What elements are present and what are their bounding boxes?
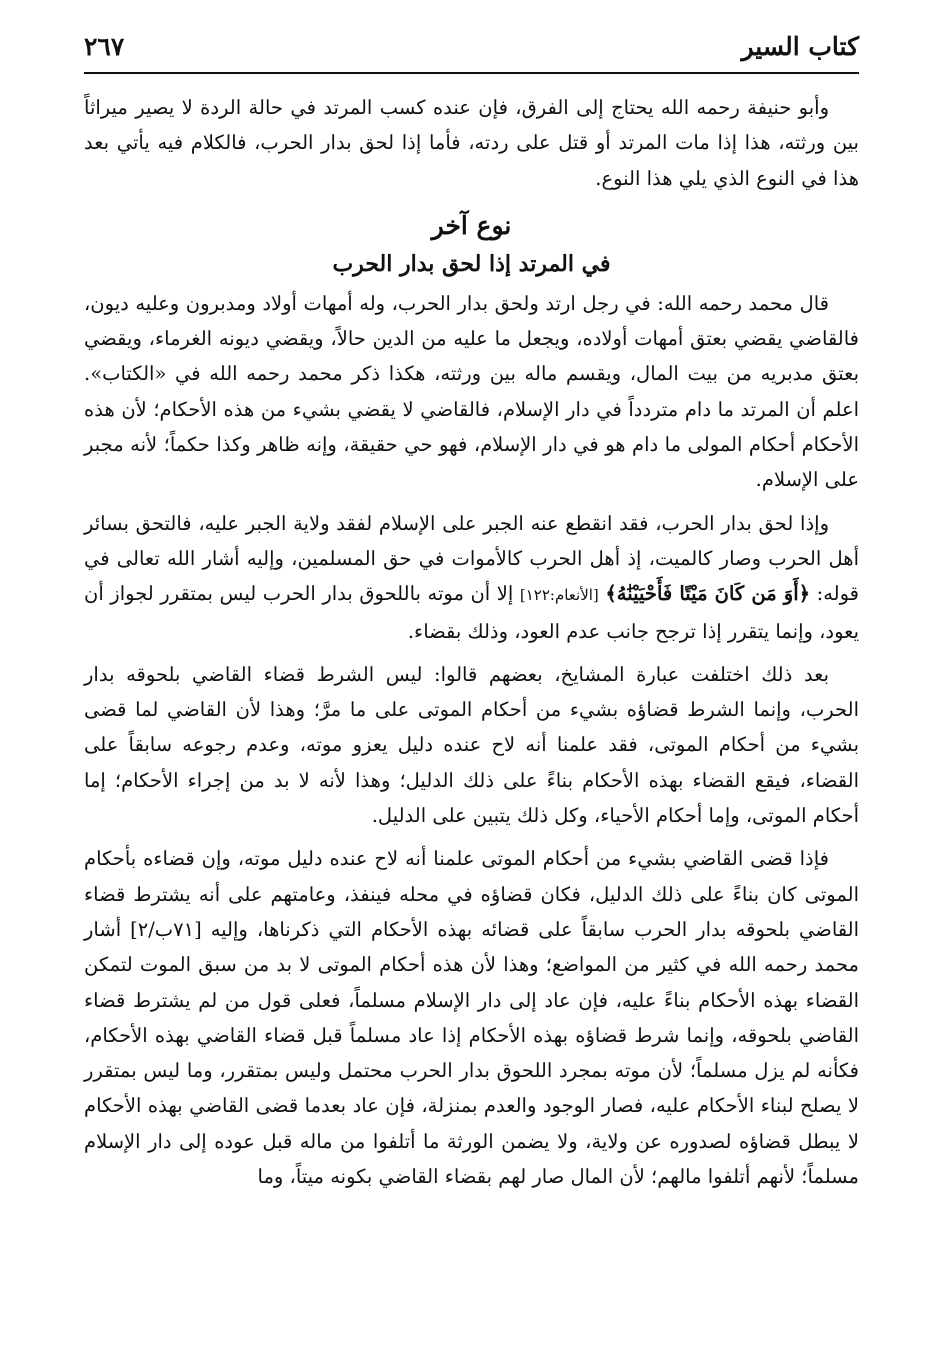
paragraph-3-text-after-quote: إلا أن موته باللحوق بدار الحرب ليس بمتقرر لجواز أن يعود، وإنما يتقرر إذا ترجح جانب عدم العود، وذلك بقضاء. [84,582,859,643]
paragraph-5: فإذا قضى القاضي بشيء من أحكام الموتى علمنا أنه لاح عنده دليل موته، وإن قضاءه بأحكام الموتى كان بناءً على ذلك الدليل، فكان قضاؤه في محله فينفذ، وعامتهم على أنه يشترط قضاء القاضي بلحوقه بدار الحرب سابقاً على قضائه بهذه الأحكام التي ذكرناها، وإليه [٧١ب/٢] أشار محمد رحمه الله في كثير من المواضع؛ وهذا لأن هذه أحكام الموتى لا بد من سبق الموت لتمكن القضاء بهذه الأحكام بناءً عليه، فإن عاد إلى دار الإسلام مسلماً، فعلى قول من لم يشترط قضاء القاضي بلحوقه، وإنما شرط قضاؤه بهذه الأحكام إذا عاد مسلماً قبل قضاء القاضي بهذه الأحكام، فكأنه لم يزل مسلماً؛ لأن موته بمجرد اللحوق بدار الحرب محتمل وليس بمتقرر، وما ليس بمتقرر لا يصلح لبناء الأحكام عليه، فصار الوجود والعدم بمنزلة، فإن عاد بعدما قضى القاضي بهذه الأحكام لا يبطل قضاؤه لصدوره عن ولاية، ولا يضمن الورثة ما أتلفوا من ماله قبل عوده إلى دار الإسلام مسلماً؛ لأنهم أتلفوا مالهم؛ لأن المال صار لهم بقضاء القاضي بكونه ميتاً، وما [84,847,859,1189]
page-number: ٢٦٧ [84,32,125,61]
paragraph-4: بعد ذلك اختلفت عبارة المشايخ، بعضهم قالوا: ليس الشرط قضاء القاضي بلحوقه بدار الحرب، وإنما الشرط قضاؤه بشيء من أحكام الموتى على ما مرَّ؛ وهذا لأن القاضي لما قضى بشيء من أحكام الموتى، فقد علمنا أنه لاح عنده دليل يعزو موته، وعدم رجوعه سابقاً على القضاء، فيقع القضاء بهذه الأحكام بناءً على ذلك الدليل؛ وهذا لأنه لا بد من إجراء الأحكام؛ إما أحكام الموتى، وإما أحكام الأحياء، وكل ذلك يتبين على الدليل. [84,662,859,828]
paragraph-2: قال محمد رحمه الله: في رجل ارتد ولحق بدار الحرب، وله أمهات أولاد ومدبرون وعليه ديون، فالقاضي يقضي بعتق أمهات أولاده، ويجعل ما عليه من الدين حالاً، ويقضي ديونه الغرماء، ويقضي بعتق مدبريه من بيت المال، ويقسم ماله بين ورثته، هكذا ذكر محمد رحمه الله في «الكتاب». اعلم أن المرتد ما دام متردداً في دار الإسلام، فالقاضي لا يقضي بشيء من هذه الأحكام؛ لأن هذه الأحكام أحكام المولى ما دام هو في دار الإسلام، فهو حي حقيقة، وإنه ظاهر وكذا حكماً؛ لأنه مجبر على الإسلام. [84,291,859,492]
paragraph-1: وأبو حنيفة رحمه الله يحتاج إلى الفرق، فإن عنده كسب المرتد في حالة الردة لا يصير ميراثاً بين ورثته، هذا إذا مات المرتد أو قتل على ردته، فأما إذا لحق بدار الحرب، فالكلام فيه يأتي بعد هذا في النوع الذي يلي هذا النوع. [84,96,859,190]
quran-verse: ﴿أَوَ مَن كَانَ مَيْتًا فَأَحْيَيْنَٰهُ﴾ [605,582,811,606]
verse-reference: [الأنعام:١٢٢] [519,586,599,605]
section-subheading: في المرتد إذا لحق بدار الحرب [332,250,611,277]
paragraph-3-text-before-quote: وإذا لحق بدار الحرب، فقد انقطع عنه الجبر على الإسلام لفقد ولاية الجبر عليه، فالتحق بسائر أهل الحرب وصار كالميت، إذ أهل الحرب كالأموات في حق المسلمين، وإليه أشار الله تعالى في قوله: [84,511,859,606]
page-body [84,90,859,1194]
section-heading: نوع آخر [431,210,512,240]
running-title: كتاب السير [741,32,859,61]
paragraph-3 [84,506,859,649]
page-header [84,26,859,74]
